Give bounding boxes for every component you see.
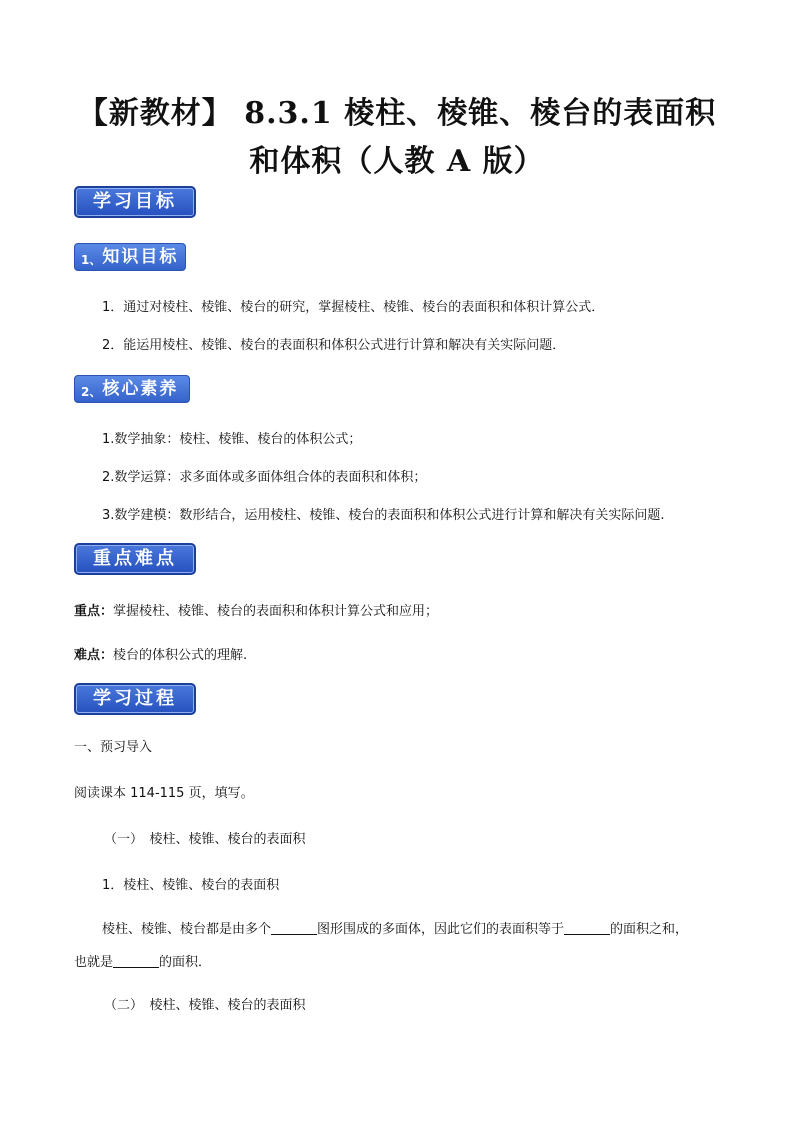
subsection-number: 1、 — [81, 253, 102, 267]
section-badge-goals: 学习目标 — [74, 186, 196, 218]
fill-blank-3[interactable] — [113, 953, 159, 968]
item-heading-1: 1．棱柱、棱锥、棱台的表面积 — [102, 878, 280, 893]
para-text-a: 棱柱、棱锥、棱台都是由多个 — [102, 922, 272, 937]
important-label: 重点： — [74, 604, 114, 619]
fill-paragraph-line1 — [102, 920, 688, 939]
knowledge-item-2: 2．能运用棱柱、棱锥、棱台的表面积和体积公式进行计算和解决有关实际问题． — [102, 338, 566, 353]
subsection-label: 核心素养 — [102, 379, 179, 399]
difficult-label: 难点： — [74, 648, 114, 663]
section-badge-process: 学习过程 — [74, 683, 196, 715]
knowledge-item-1: 1．通过对棱柱、棱锥、棱台的研究，掌握棱柱、棱锥、棱台的表面积和体积计算公式． — [102, 300, 605, 315]
subsection-badge-knowledge — [74, 243, 186, 271]
important-text: 掌握棱柱、棱锥、棱台的表面积和体积计算公式和应用； — [113, 604, 439, 619]
section-badge-key-points: 重点难点 — [74, 543, 196, 575]
important-point — [74, 603, 438, 621]
subsection-badge-literacy — [74, 375, 190, 403]
difficult-point — [74, 647, 247, 665]
subheading-2: （二） 棱柱、棱锥、棱台的表面积 — [104, 998, 306, 1013]
document-title-line1: 【新教材】 8.3.1 棱柱、棱锥、棱台的表面积 — [77, 96, 717, 131]
literacy-item-1: 1.数学抽象：棱柱、棱锥、棱台的体积公式； — [102, 432, 362, 447]
literacy-item-2: 2.数学运算：求多面体或多面体组合体的表面积和体积； — [102, 470, 427, 485]
literacy-item-3: 3.数学建模：数形结合，运用棱柱、棱锥、棱台的表面积和体积公式进行计算和解决有关实际问题. — [102, 508, 665, 523]
fill-blank-2[interactable] — [564, 920, 610, 935]
difficult-text: 棱台的体积公式的理解. — [113, 648, 248, 663]
para2-text-a: 也就是 — [74, 955, 114, 970]
subsection-label: 知识目标 — [102, 247, 179, 267]
fill-blank-1[interactable] — [271, 920, 317, 935]
document-title-line2: 和体积（人教 A 版） — [249, 144, 545, 179]
para-text-b: 图形围成的多面体，因此它们的表面积等于 — [317, 922, 565, 937]
para2-text-b: 的面积． — [159, 955, 212, 970]
fill-paragraph-line2 — [74, 953, 211, 972]
subheading-1: （一） 棱柱、棱锥、棱台的表面积 — [104, 832, 306, 847]
part-heading-preview: 一、预习导入 — [74, 740, 153, 755]
reading-instruction: 阅读课本 114-115 页，填写。 — [74, 786, 254, 801]
subsection-number: 2、 — [81, 385, 102, 399]
para-text-c: 的面积之和， — [610, 922, 689, 937]
